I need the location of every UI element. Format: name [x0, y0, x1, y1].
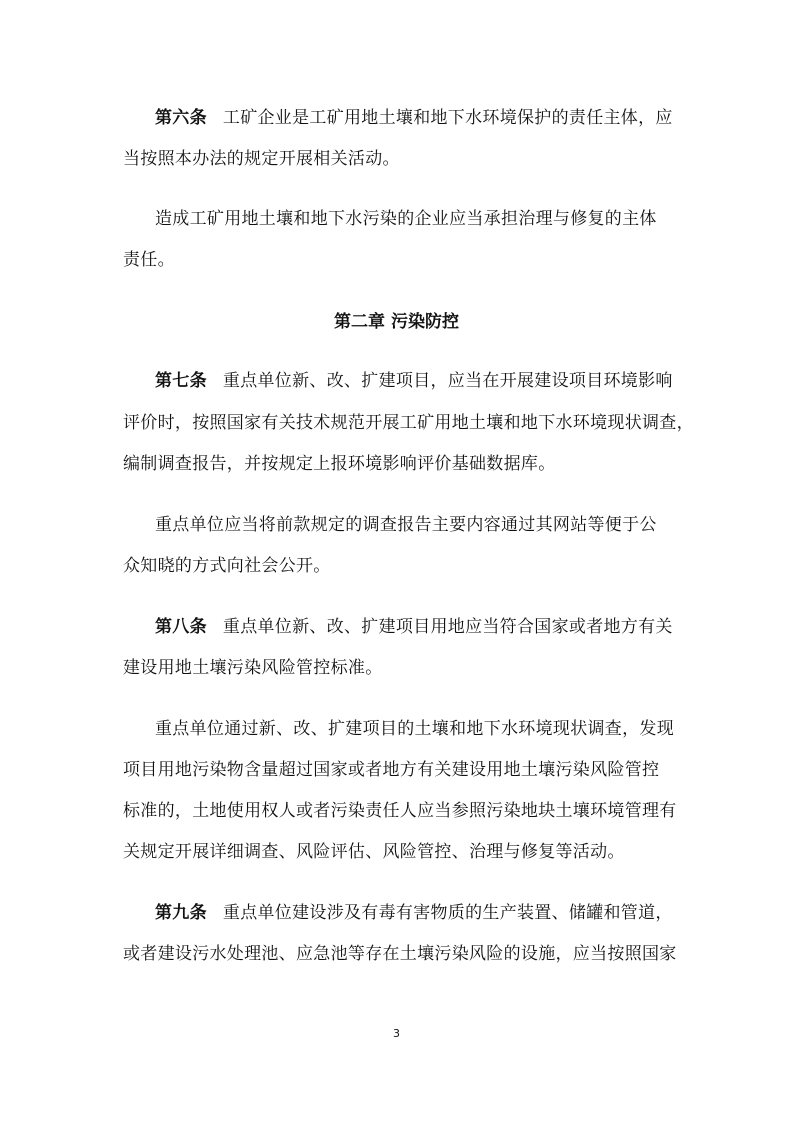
paragraph-text: 工矿企业是工矿用地土壤和地下水环境保护的责任主体，应	[222, 108, 673, 128]
art6-line-2: 当按照本办法的规定开展相关活动。	[123, 149, 400, 169]
art8-p2-line-1: 重点单位通过新、改、扩建项目的土壤和地下水环境现状调查，发现	[155, 719, 674, 739]
art8-p2-line-4: 关规定开展详细调查、风险评估、风险管控、治理与修复等活动。	[123, 842, 625, 862]
article-number: 第九条	[155, 903, 207, 923]
art6-line-1	[155, 106, 715, 130]
art7-p2-line-2: 众知晓的方式向社会公开。	[123, 556, 331, 576]
art6-p2-line-1: 造成工矿用地土壤和地下水污染的企业应当承担治理与修复的主体	[155, 209, 657, 229]
paragraph-text: 重点单位建设涉及有毒有害物质的生产装置、储罐和管道，	[222, 903, 673, 923]
art7-line-1	[155, 369, 715, 393]
art7-p2-line-1: 重点单位应当将前款规定的调查报告主要内容通过其网站等便于公	[155, 515, 657, 535]
paragraph-text: 重点单位新、改、扩建项目，应当在开展建设项目环境影响	[222, 371, 673, 391]
art6-p2-line-2: 责任。	[123, 250, 175, 270]
article-number: 第七条	[155, 371, 207, 391]
art8-line-2: 建设用地土壤污染风险管控标准。	[123, 658, 383, 678]
art7-line-2: 评价时，按照国家有关技术规范开展工矿用地土壤和地下水环境现状调查，	[123, 413, 694, 433]
art7-line-3: 编制调查报告，并按规定上报环境影响评价基础数据库。	[123, 454, 556, 474]
art9-line-1	[155, 901, 715, 925]
art8-p2-line-3: 标准的，土地使用权人或者污染责任人应当参照污染地块土壤环境管理有	[123, 801, 677, 821]
art8-line-1	[155, 615, 715, 639]
art9-line-2: 或者建设污水处理池、应急池等存在土壤污染风险的设施，应当按照国家	[123, 944, 677, 964]
chapter-heading: 第二章 污染防控	[334, 312, 459, 332]
page-number: 3	[393, 1027, 400, 1040]
paragraph-text: 重点单位新、改、扩建项目用地应当符合国家或者地方有关	[222, 617, 673, 637]
article-number: 第六条	[155, 108, 207, 128]
art8-p2-line-2: 项目用地污染物含量超过国家或者地方有关建设用地土壤污染风险管控	[123, 760, 660, 780]
article-number: 第八条	[155, 617, 207, 637]
